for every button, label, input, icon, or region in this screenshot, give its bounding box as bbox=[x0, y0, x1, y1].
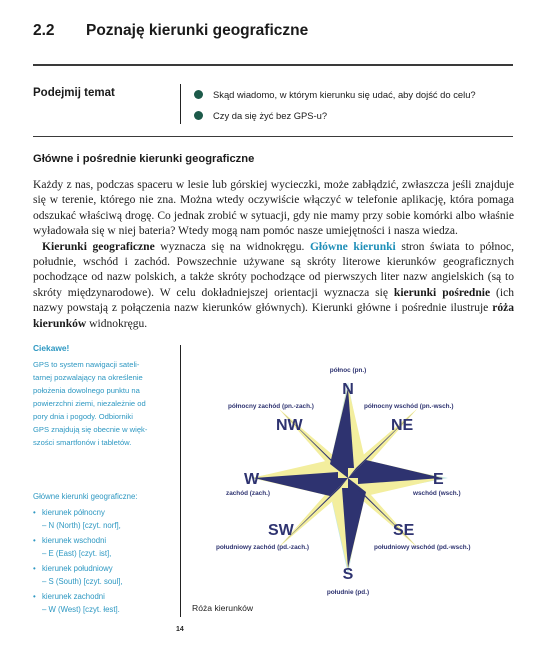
section-rule bbox=[33, 136, 513, 137]
fact-box-text: GPS to system nawigacji sateli- tarnej pozwalający na określenie położenia dowolnego punktu na powierzchni ziemi, niezależnie od pory dnia i pogody. Odbiorniki GPS znajdują się obecnie w więk- szości smartfonów i tabletów. bbox=[33, 360, 148, 447]
paragraph-2: Kierunki geograficzne wyznacza się na widnokręgu. Główne kierunki stron świata to północ, południe, wschód i zachód. Powszechnie używane są skróty literowe kierunków geograficznych pochodzące od nazw polskich, a także skróty pochodzące od pierwszych liter nazw angielskich (są to skróty międzynarodowe). W celu dokładniejszej orientacji wyznacza się kierunki pośrednie (ich nazwy powstają z połączenia nazw kierunków głównych). Kierunki główne i pośrednie ilustruje róża kierunków widnokręgu. bbox=[33, 240, 515, 330]
label-northeast: północny wschód (pn.-wsch.) bbox=[364, 403, 454, 410]
letter-w: W bbox=[244, 471, 260, 488]
section-header bbox=[33, 22, 513, 46]
start-divider bbox=[180, 84, 181, 124]
compass-rose-figure bbox=[190, 360, 510, 600]
section-number: 2.2 bbox=[33, 22, 55, 39]
bullet-dot-icon bbox=[194, 90, 203, 99]
letter-ne: NE bbox=[391, 417, 414, 434]
fact-box-title: Ciekawe! bbox=[33, 343, 70, 353]
paragraph-1: Każdy z nas, podczas spaceru w lesie lub górskiej wycieczki, może zabłądzić, zwłaszcza jeśli znajduje się w terenie, którego nie zna. Można wtedy oczywiście włączyć w telefonie aplikację, która pomaga odszukać właściwą drogę. Co jednak zrobić w sytuacji, gdy nie mamy przy sobie komórki albo właśnie wyładowała się w niej bateria? Wtedy mogą nam pomóc nasze umiejętności i nasza wiedza. bbox=[33, 179, 514, 238]
term-compass-rose: róża kierunków bbox=[33, 302, 514, 330]
header-rule bbox=[33, 64, 513, 66]
label-southwest: południowy zachód (pd.-zach.) bbox=[216, 544, 310, 551]
start-topic-label: Podejmij temat bbox=[33, 87, 115, 99]
label-west: zachód (zach.) bbox=[226, 490, 271, 497]
bullet-dot-icon bbox=[194, 111, 203, 120]
label-south: południe (pd.) bbox=[326, 589, 370, 596]
letter-nw: NW bbox=[276, 417, 303, 434]
list-item-detail: – S (South) [czyt. soul], bbox=[42, 577, 123, 586]
question-text: Skąd wiadomo, w którym kierunku się udać, aby dojść do celu? bbox=[213, 89, 476, 100]
list-item-detail: – W (West) [czyt. łest]. bbox=[42, 605, 120, 614]
label-southeast: południowy wschód (pd.-wsch.) bbox=[374, 544, 471, 551]
letter-n: N bbox=[342, 381, 354, 398]
compass-star-icon bbox=[254, 388, 442, 568]
question-text: Czy da się żyć bez GPS-u? bbox=[213, 110, 328, 121]
label-north: północ (pn.) bbox=[329, 367, 367, 374]
letter-se: SE bbox=[393, 522, 415, 539]
subsection-title: Główne i pośrednie kierunki geograficzne bbox=[33, 153, 255, 165]
term-main-directions: Główne kierunki bbox=[309, 240, 396, 253]
directions-list-title: Główne kierunki geograficzne: bbox=[33, 492, 138, 501]
section-title: Poznaję kierunki geograficzne bbox=[86, 22, 309, 39]
sidebar-divider bbox=[180, 345, 181, 617]
letter-s: S bbox=[342, 566, 354, 583]
letter-sw: SW bbox=[268, 522, 294, 539]
label-east: wschód (wsch.) bbox=[413, 490, 461, 497]
term-geographic-directions: Kierunki geograficzne bbox=[42, 240, 155, 253]
body-text bbox=[33, 178, 514, 332]
label-northwest: północny zachód (pn.-zach.) bbox=[228, 403, 314, 410]
list-item-detail: – E (East) [czyt. ist], bbox=[42, 549, 112, 558]
term-intermediate-directions: kierunki pośrednie bbox=[393, 286, 491, 299]
figure-caption: Róża kierunków bbox=[192, 603, 254, 613]
letter-e: E bbox=[433, 471, 444, 488]
list-item-detail: – N (North) [czyt. norf], bbox=[42, 521, 121, 530]
page-number: 14 bbox=[176, 626, 184, 633]
